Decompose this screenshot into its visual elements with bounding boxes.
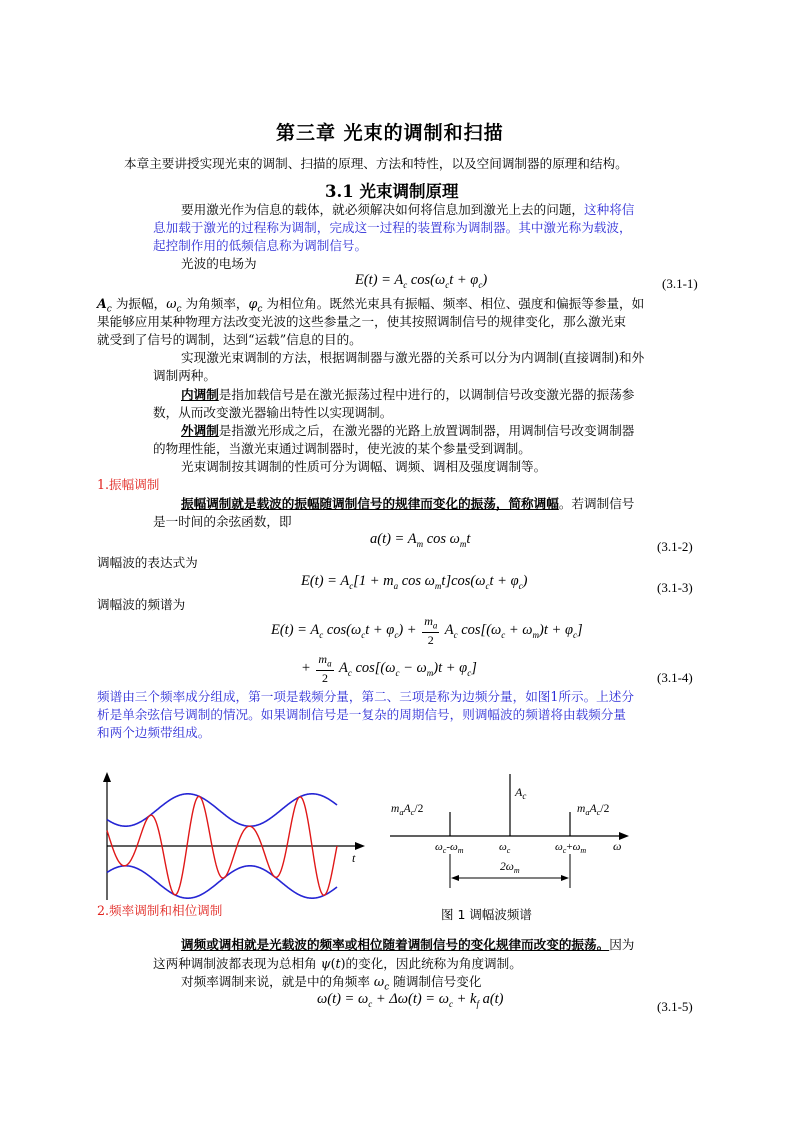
paragraph-1-line2: 息加载于激光的过程称为调制，完成这一过程的装置称为调制器。其中激光称为载波， <box>153 220 632 235</box>
paragraph-3: $A_c$ 为振幅，$\omega_c$ 为角频率，$\varphi_c$ 为相位角。既然光束具有振幅、频率、相位、强度和偏振等参量，如 <box>97 296 645 315</box>
paragraph-2: 光波的电场为 <box>181 256 257 271</box>
paragraph-12-text: 因为 <box>609 937 635 952</box>
figure-caption: 图 1 调幅波频谱 <box>441 907 532 922</box>
sideband-lower-label: $m_aA_c/2$ <box>391 803 424 817</box>
paragraph-1-line3: 起控制作用的低频信息称为调制信号。 <box>153 238 368 253</box>
equation-3-1-5: $\omega(t) = \omega_c + \Delta\omega(t) = \omega_c + k_f$ a(t) <box>317 991 504 1009</box>
equation-3-1-3: $E(t) = A_c[1 + m_a$ $\cos \omega_mt]\cos(\omega_ct + \varphi_c)$ <box>301 573 528 591</box>
heading-frequency-phase-modulation: 2.频率调制和相位调制 <box>97 903 223 918</box>
paragraph-8-line2: 是一时间的余弦函数，即 <box>153 514 292 529</box>
equation-3-1-2: $a(t) = A_m$ $\cos \omega_mt$ <box>370 531 471 549</box>
bandwidth-label: $2\omega_m$ <box>500 861 520 875</box>
carrier-amplitude-label: $A_c$ <box>515 785 527 801</box>
equation-3-1-4-number: (3.1-4) <box>657 670 693 685</box>
paragraph-12 <box>181 936 634 954</box>
wave-x-axis-arrow <box>355 842 365 850</box>
paragraph-1-text: 要用激光作为信息的载体，就必须解决如何将信息加到激光上去的问题， <box>181 202 584 217</box>
tick-label-upper: $\omega_c+\omega_m$ <box>555 841 587 855</box>
section-title: 3.1 光束调制原理 <box>325 182 459 201</box>
term-internal-modulation: 内调制 <box>181 387 219 402</box>
paragraph-12-line2: 这两种调制波都表现为总相角 ψ(t)的变化，因此统称为角度调制。 <box>153 956 522 971</box>
paragraph-11-line3: 和两个边频带组成。 <box>97 725 211 740</box>
paragraph-11: 频谱由三个频率成分组成，第一项是载频分量，第二、三项是称为边频分量，如图1所示。上述分 <box>97 689 634 704</box>
am-spectrum-figure <box>385 768 645 893</box>
equation-3-1-4-line2: + $\frac{m_a}{2}$ $A_c$ $\cos[(\omega_c - \omega_m)t + \varphi_c]$ <box>301 652 477 686</box>
paragraph-8-text: 。若调制信号 <box>558 496 635 511</box>
definition-fm-pm: 调频或调相就是光载波的频率或相位随着调制信号的变化规律而改变的振荡。 <box>181 937 610 952</box>
equation-3-1-2-number: (3.1-2) <box>657 539 693 554</box>
bandwidth-arrow-right <box>561 875 569 881</box>
envelope-lower <box>107 866 337 898</box>
wave-y-axis-arrow <box>103 772 111 782</box>
equation-3-1-1: $E(t) = A_c$ $\cos(\omega_ct + \varphi_c)$ <box>355 272 488 290</box>
term-external-modulation: 外调制 <box>181 423 219 438</box>
equation-3-1-3-number: (3.1-3) <box>657 580 693 595</box>
equation-3-1-1-number: (3.1-1) <box>662 276 698 291</box>
paragraph-11-line2: 析是单余弦信号调制的情况。如果调制信号是一复杂的周期信号，则调幅波的频谱将由载频分量 <box>97 707 626 722</box>
paragraph-10: 调幅波的频谱为 <box>97 597 186 612</box>
definition-am: 振幅调制就是载波的振幅随调制信号的规律而变化的振荡，简称调幅 <box>181 496 559 511</box>
paragraph-9: 调幅波的表达式为 <box>97 555 198 570</box>
paragraph-6-line2: 的物理性能，当激光束通过调制器时，使光波的某个参量受到调制。 <box>153 441 531 456</box>
paragraph-5-text: 是指加载信号是在激光振荡过程中进行的，以调制信号改变激光器的振荡参 <box>218 387 635 402</box>
equation-3-1-5-number: (3.1-5) <box>657 999 693 1014</box>
chapter-intro: 本章主要讲授实现光束的调制、扫描的原理、方法和特性，以及空间调制器的原理和结构。 <box>124 156 628 171</box>
paragraph-3-line3: 就受到了信号的调制，达到“运载”信息的目的。 <box>97 332 362 347</box>
spectrum-omega-label: ω <box>613 839 622 853</box>
heading-amplitude-modulation: 1.振幅调制 <box>97 477 160 492</box>
tick-label-center: $\omega_c$ <box>499 841 511 855</box>
wave-t-label: t <box>352 851 356 865</box>
paragraph-7: 光束调制按其调制的性质可分为调幅、调频、调相及强度调制等。 <box>181 459 547 474</box>
sideband-upper-label: $m_aA_c/2$ <box>577 803 610 817</box>
paragraph-5-line2: 数，从而改变激光器输出特性以实现调制。 <box>153 405 393 420</box>
paragraph-6 <box>181 422 634 440</box>
tick-label-lower: $\omega_c-\omega_m$ <box>435 841 464 855</box>
chapter-title: 第三章 光束的调制和扫描 <box>276 122 504 144</box>
bandwidth-arrow-left <box>451 875 459 881</box>
paragraph-4: 实现激光束调制的方法，根据调制器与激光器的关系可以分为内调制(直接调制)和外 <box>181 350 645 365</box>
paragraph-1 <box>181 201 634 219</box>
am-waveform-figure <box>97 770 372 905</box>
paragraph-13: 对频率调制来说，就是中的角频率 $\omega_c$ 随调制信号变化 <box>181 974 482 993</box>
paragraph-3-line2: 果能够应用某种物理方法改变光波的这些参量之一，使其按照调制信号的规律变化，那么激光束 <box>97 314 626 329</box>
paragraph-5 <box>181 386 634 404</box>
paragraph-1-highlight: 这种将信 <box>584 202 635 217</box>
paragraph-4-line2: 调制两种。 <box>153 368 216 383</box>
paragraph-8 <box>181 495 634 513</box>
equation-3-1-4-line1: $E(t) = A_c$ $\cos(\omega_ct + \varphi_c)$ + $\frac{m_a}{2}$ $A_c$ $\cos[(\omega_c + \omega_m)t + \varphi_c]$ <box>271 614 583 648</box>
paragraph-6-text: 是指激光形成之后，在激光器的光路上放置调制器，用调制信号改变调制器 <box>218 423 635 438</box>
